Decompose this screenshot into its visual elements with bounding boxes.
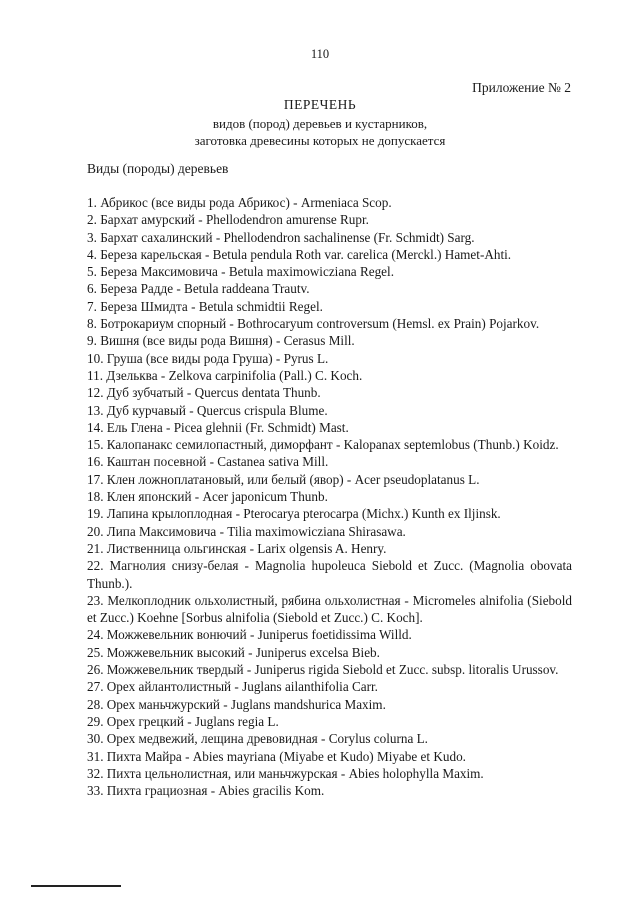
list-item: 31. Пихта Майра - Abies mayriana (Miyabe et Kudo) Miyabe et Kudo. [87, 748, 466, 764]
list-item: 13. Дуб курчавый - Quercus crispula Blume. [87, 402, 328, 418]
section-heading: Виды (породы) деревьев [87, 161, 229, 176]
list-item: 29. Орех грецкий - Juglans regia L. [87, 713, 279, 729]
list-item: 22. Магнолия снизу-белая - Magnolia hupoleuca Siebold et Zucc. (Magnolia obovata Thunb.). [87, 558, 572, 591]
document-subtitle [0, 115, 640, 149]
list-item: 27. Орех айлантолистный - Juglans ailanthifolia Carr. [87, 679, 378, 695]
list-item: 16. Каштан посевной - Castanea sativa Mill. [87, 454, 329, 470]
list-item: 5. Береза Максимовича - Betula maximowicziana Regel. [87, 264, 394, 280]
list-item: 23. Мелкоплодник ольхолистный, рябина ольхолистная - Micromeles alnifolia (Siebold et Zucc.) Koehne [Sorbus alnifolia (Siebold et Zucc.) C. Koch]. [87, 592, 572, 626]
list-item: 26. Можжевельник твердый - Juniperus rigida Siebold et Zucc. subsp. litoralis Urussov. [87, 662, 559, 678]
list-item: 21. Лиственница ольгинская - Larix olgensis A. Henry. [87, 540, 387, 556]
list-item: 17. Клен ложноплатановый, или белый (явор) - Acer pseudoplatanus L. [87, 471, 480, 487]
subtitle-line: видов (пород) деревьев и кустарников, [212, 116, 428, 131]
document-title: ПЕРЕЧЕНЬ [283, 97, 357, 112]
list-item: 7. Береза Шмидта - Betula schmidtii Regel. [87, 298, 323, 314]
list-item: 12. Дуб зубчатый - Quercus dentata Thunb. [87, 385, 321, 401]
list-item: 9. Вишня (все виды рода Вишня) - Cerasus Mill. [87, 333, 355, 349]
list-item: 4. Береза карельская - Betula pendula Roth var. carelica (Merckl.) Hamet-Ahti. [87, 246, 512, 262]
list-item: 25. Можжевельник высокий - Juniperus excelsa Bieb. [87, 644, 380, 660]
list-item: 24. Можжевельник вонючий - Juniperus foetidissima Willd. [87, 627, 412, 643]
list-item: 32. Пихта цельнолистная, или маньчжурская - Abies holophylla Maxim. [87, 765, 484, 781]
page-number: 110 [310, 47, 330, 61]
list-item: 11. Дзельква - Zelkova carpinifolia (Pall.) C. Koch. [87, 367, 363, 383]
list-item: 15. Калопанакс семилопастный, диморфант - Kalopanax septemlobus (Thunb.) Koidz. [87, 437, 559, 453]
appendix-label: Приложение № 2 [472, 80, 571, 95]
list-item: 18. Клен японский - Acer japonicum Thunb. [87, 489, 328, 505]
list-item: 20. Липа Максимовича - Tilia maximowicziana Shirasawa. [87, 523, 406, 539]
list-item: 1. Абрикос (все виды рода Абрикос) - Armeniaca Scop. [87, 195, 392, 210]
footnote-separator [31, 885, 121, 887]
list-item: 8. Ботрокариум спорный - Bothrocaryum controversum (Hemsl. ex Prain) Pojarkov. [87, 316, 540, 332]
list-item: 6. Береза Радде - Betula raddeana Trautv. [87, 281, 310, 297]
species-list [87, 194, 572, 799]
list-item: 33. Пихта грациозная - Abies gracilis Kom. [87, 783, 325, 799]
list-item: 28. Орех маньчжурский - Juglans mandshurica Maxim. [87, 696, 386, 712]
list-item: 30. Орех медвежий, лещина древовидная - Corylus colurna L. [87, 731, 428, 747]
list-item: 10. Груша (все виды рода Груша) - Pyrus L. [87, 350, 329, 366]
list-item: 2. Бархат амурский - Phellodendron amurense Rupr. [87, 212, 369, 228]
subtitle-line: заготовка древесины которых не допускается [194, 133, 446, 148]
list-item: 14. Ель Глена - Picea glehnii (Fr. Schmidt) Mast. [87, 419, 349, 435]
list-item: 3. Бархат сахалинский - Phellodendron sachalinense (Fr. Schmidt) Sarg. [87, 229, 475, 245]
list-item: 19. Лапина крылоплодная - Pterocarya pterocarpa (Michx.) Kunth ex Iljinsk. [87, 506, 501, 522]
